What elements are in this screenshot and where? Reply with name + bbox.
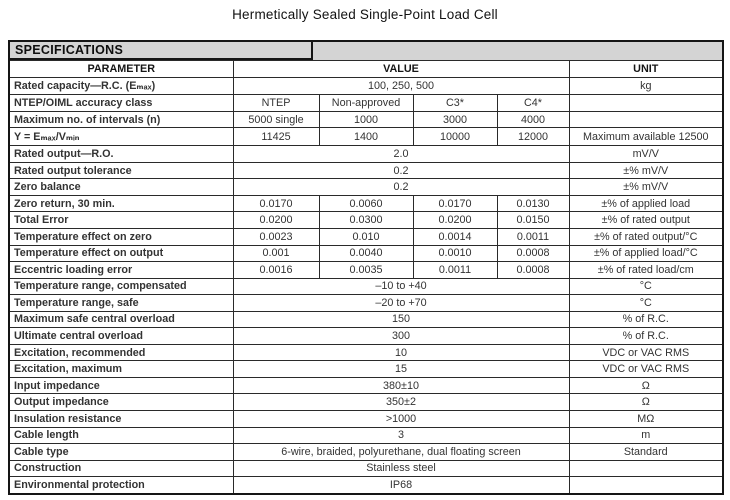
value-cell: 0.0011 — [413, 262, 497, 279]
unit-cell: % of R.C. — [569, 328, 723, 345]
unit-cell: VDC or VAC RMS — [569, 361, 723, 378]
value-cell: IP68 — [233, 477, 569, 494]
unit-cell: mV/V — [569, 146, 723, 163]
table-row — [9, 245, 723, 262]
param-cell: Maximum safe central overload — [9, 311, 233, 328]
param-cell: Temperature range, safe — [9, 295, 233, 312]
unit-cell: ±% mV/V — [569, 162, 723, 179]
column-header-unit: UNIT — [569, 60, 723, 77]
value-cell: 6-wire, braided, polyurethane, dual floating screen — [233, 444, 569, 461]
unit-cell: m — [569, 427, 723, 444]
table-row — [9, 195, 723, 212]
table-row — [9, 328, 723, 345]
unit-cell: °C — [569, 295, 723, 312]
param-cell: Excitation, recommended — [9, 344, 233, 361]
specifications-table — [8, 40, 724, 495]
unit-cell: ±% of rated output/°C — [569, 228, 723, 245]
value-cell: 10 — [233, 344, 569, 361]
value-cell: 0.0200 — [413, 212, 497, 229]
value-cell: 0.2 — [233, 162, 569, 179]
table-row — [9, 146, 723, 163]
table-row — [9, 394, 723, 411]
unit-cell: Standard — [569, 444, 723, 461]
column-header-value: VALUE — [233, 60, 569, 77]
section-header-cell — [9, 41, 723, 60]
value-cell: 0.0130 — [497, 195, 569, 212]
param-cell: Insulation resistance — [9, 410, 233, 427]
value-cell: 3 — [233, 427, 569, 444]
value-cell: 150 — [233, 311, 569, 328]
value-cell: 100, 250, 500 — [233, 77, 569, 95]
section-header-label: SPECIFICATIONS — [10, 42, 313, 60]
value-cell: 12000 — [497, 128, 569, 146]
table-row — [9, 111, 723, 128]
table-row — [9, 262, 723, 279]
unit-cell: ±% of applied load/°C — [569, 245, 723, 262]
param-cell: Rated output tolerance — [9, 162, 233, 179]
value-cell: 0.0008 — [497, 245, 569, 262]
value-cell: 350±2 — [233, 394, 569, 411]
table-row — [9, 162, 723, 179]
table-row — [9, 228, 723, 245]
section-header-row — [9, 41, 723, 60]
unit-cell: ±% mV/V — [569, 179, 723, 196]
param-cell: Excitation, maximum — [9, 361, 233, 378]
unit-cell: kg — [569, 77, 723, 95]
unit-cell: ±% of rated output — [569, 212, 723, 229]
param-cell: Input impedance — [9, 377, 233, 394]
param-cell: Ultimate central overload — [9, 328, 233, 345]
param-cell: Temperature effect on zero — [9, 228, 233, 245]
table-row — [9, 477, 723, 494]
value-cell: 0.0170 — [233, 195, 319, 212]
param-cell: Construction — [9, 460, 233, 477]
table-row — [9, 179, 723, 196]
table-row — [9, 410, 723, 427]
page-title: Hermetically Sealed Single-Point Load Cell — [232, 7, 498, 22]
value-cell: 0.0150 — [497, 212, 569, 229]
value-cell: 0.0170 — [413, 195, 497, 212]
unit-cell: VDC or VAC RMS — [569, 344, 723, 361]
value-cell: 0.2 — [233, 179, 569, 196]
value-cell: 0.0035 — [319, 262, 413, 279]
value-cell: 0.0010 — [413, 245, 497, 262]
value-cell: >1000 — [233, 410, 569, 427]
column-header-row — [9, 60, 723, 77]
value-cell: –20 to +70 — [233, 295, 569, 312]
param-cell: Maximum no. of intervals (n) — [9, 111, 233, 128]
value-cell: –10 to +40 — [233, 278, 569, 295]
param-cell: Cable length — [9, 427, 233, 444]
value-cell: 300 — [233, 328, 569, 345]
table-row — [9, 444, 723, 461]
unit-cell: ±% of rated load/cm — [569, 262, 723, 279]
unit-cell: MΩ — [569, 410, 723, 427]
value-cell: 0.0014 — [413, 228, 497, 245]
unit-cell: Ω — [569, 377, 723, 394]
table-row — [9, 344, 723, 361]
unit-cell: Maximum available 12500 — [569, 128, 723, 146]
param-cell: NTEP/OIML accuracy class — [9, 95, 233, 112]
param-cell: Zero return, 30 min. — [9, 195, 233, 212]
unit-cell — [569, 111, 723, 128]
value-cell: Stainless steel — [233, 460, 569, 477]
table-row — [9, 311, 723, 328]
table-row — [9, 95, 723, 112]
value-cell: Non-approved — [319, 95, 413, 112]
table-row — [9, 278, 723, 295]
unit-cell: ±% of applied load — [569, 195, 723, 212]
value-cell: NTEP — [233, 95, 319, 112]
value-cell: 10000 — [413, 128, 497, 146]
value-cell: 1000 — [319, 111, 413, 128]
value-cell: 0.010 — [319, 228, 413, 245]
value-cell: 0.0011 — [497, 228, 569, 245]
param-cell: Total Error — [9, 212, 233, 229]
value-cell: 0.001 — [233, 245, 319, 262]
unit-cell — [569, 95, 723, 112]
param-cell: Zero balance — [9, 179, 233, 196]
unit-cell: % of R.C. — [569, 311, 723, 328]
table-row — [9, 128, 723, 146]
value-cell: 0.0060 — [319, 195, 413, 212]
value-cell: 4000 — [497, 111, 569, 128]
value-cell: 11425 — [233, 128, 319, 146]
param-cell: Rated capacity—R.C. (Eₘₐₓ) — [9, 77, 233, 95]
table-row — [9, 212, 723, 229]
table-row — [9, 77, 723, 95]
value-cell: 5000 single — [233, 111, 319, 128]
table-row — [9, 361, 723, 378]
value-cell: 0.0023 — [233, 228, 319, 245]
unit-cell: Ω — [569, 394, 723, 411]
value-cell: 0.0200 — [233, 212, 319, 229]
param-cell: Rated output—R.O. — [9, 146, 233, 163]
value-cell: C3* — [413, 95, 497, 112]
param-cell: Output impedance — [9, 394, 233, 411]
table-row — [9, 460, 723, 477]
param-cell: Y = Eₘₐₓ/Vₘᵢₙ — [9, 128, 233, 146]
param-cell: Temperature range, compensated — [9, 278, 233, 295]
unit-cell — [569, 460, 723, 477]
value-cell: 1400 — [319, 128, 413, 146]
param-cell: Environmental protection — [9, 477, 233, 494]
param-cell: Cable type — [9, 444, 233, 461]
value-cell: 15 — [233, 361, 569, 378]
value-cell: 0.0008 — [497, 262, 569, 279]
value-cell: 0.0300 — [319, 212, 413, 229]
value-cell: 380±10 — [233, 377, 569, 394]
value-cell: 3000 — [413, 111, 497, 128]
table-row — [9, 377, 723, 394]
table-row — [9, 295, 723, 312]
value-cell: 2.0 — [233, 146, 569, 163]
value-cell: 0.0040 — [319, 245, 413, 262]
param-cell: Temperature effect on output — [9, 245, 233, 262]
value-cell: C4* — [497, 95, 569, 112]
unit-cell — [569, 477, 723, 494]
column-header-parameter: PARAMETER — [9, 60, 233, 77]
value-cell: 0.0016 — [233, 262, 319, 279]
param-cell: Eccentric loading error — [9, 262, 233, 279]
table-row — [9, 427, 723, 444]
unit-cell: °C — [569, 278, 723, 295]
